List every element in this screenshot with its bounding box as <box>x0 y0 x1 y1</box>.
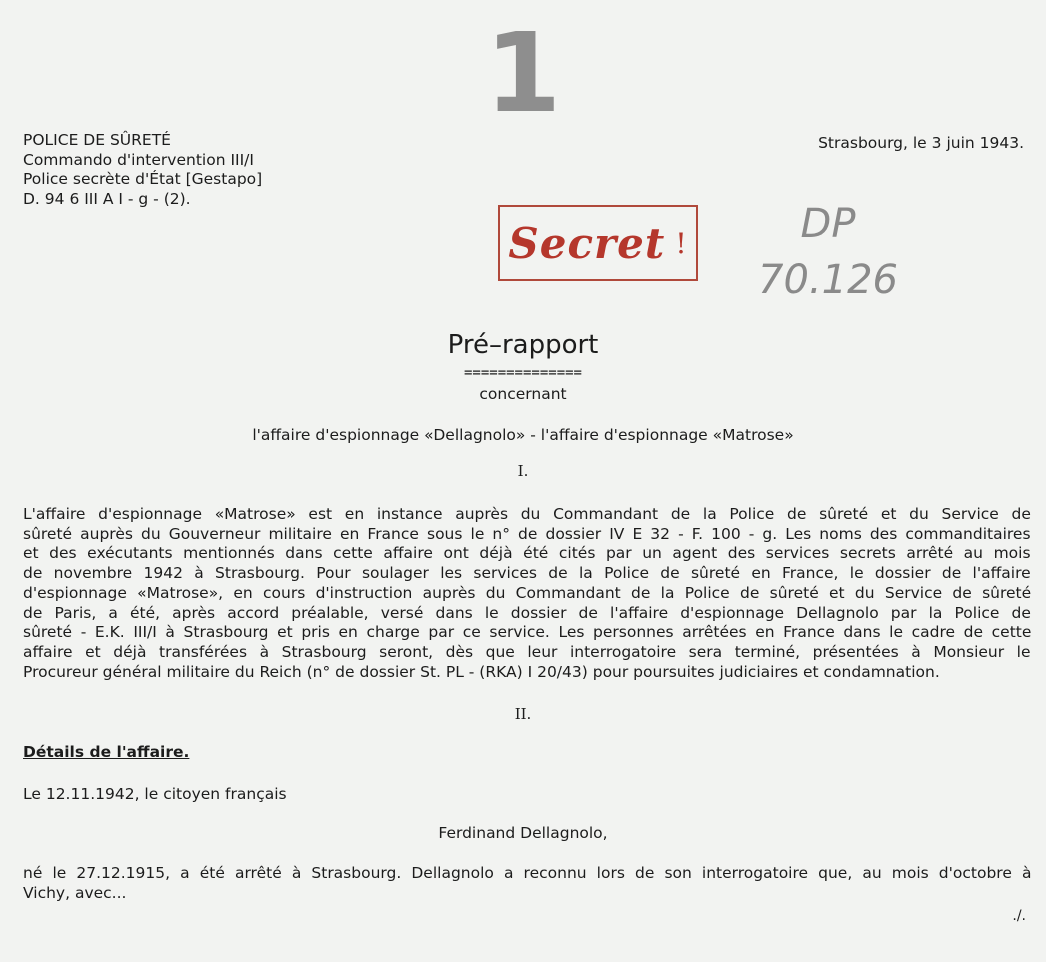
paragraph-line: et des exécutants mentionnés dans cette affaire ont déjà été cités par un agent des services secrets arrêté au mois <box>23 544 1031 563</box>
section-2-paragraph <box>23 864 1031 903</box>
paragraph-line: Procureur général militaire du Reich (n° de dossier St. PL - (RKA) I 20/43) pour poursuites judiciaires et condamnation. <box>23 662 940 681</box>
handwritten-reference <box>748 196 908 308</box>
letterhead-line: D. 94 6 III A I - g - (2). <box>23 189 191 208</box>
letterhead-line: Police secrète d'État [Gestapo] <box>23 170 263 188</box>
paragraph-line: né le 27.12.1915, a été arrêté à Strasbourg. Dellagnolo a reconnu lors de son interrogatoire que, au mois d'octobre à <box>23 864 1032 882</box>
letterhead-line: Commando d'intervention III/I <box>23 150 254 169</box>
continuation-mark: ./. <box>1012 908 1026 924</box>
paragraph-line: d'espionnage «Matrose», en cours d'instruction auprès du Commandant de la Police de sûreté et du Service de sûreté <box>23 583 1032 602</box>
paragraph-line: Vichy, avec... <box>23 883 127 902</box>
section-numeral: II. <box>514 705 532 723</box>
paragraph-line: affaire et déjà transférées à Strasbourg seront, dès que leur interrogatoire sera terminé, présentées à Monsieur le <box>23 642 1031 661</box>
handwritten-line: 70.126 <box>758 257 898 303</box>
document-title: Pré–rapport <box>447 330 599 360</box>
paragraph-line: sûreté auprès du Gouverneur militaire en France sous le n° de dossier IV E 32 - F. 100 - g. Les noms des commanditaires <box>23 524 1031 543</box>
paragraph-line: L'affaire d'espionnage «Matrose» est en instance auprès du Commandant de la Police de sûreté et du Service de <box>23 505 1031 523</box>
person-name: Ferdinand Dellagnolo, <box>438 824 608 842</box>
section-1-paragraph <box>23 505 1031 682</box>
place-date: Strasbourg, le 3 juin 1943. <box>818 134 1024 152</box>
secret-stamp <box>498 205 698 281</box>
letterhead <box>23 131 262 209</box>
handwritten-line: DP <box>800 201 856 247</box>
title-rule: ============== <box>463 365 582 381</box>
secret-stamp-text: Secret <box>508 218 666 268</box>
intro-line: Le 12.11.1942, le citoyen français <box>23 785 287 803</box>
paragraph-line: de novembre 1942 à Strasbourg. Pour soulager les services de la Police de sûreté en France, le dossier de l'affaire <box>23 564 1031 583</box>
section-heading: Détails de l'affaire. <box>23 743 190 761</box>
section-numeral: I. <box>517 462 529 480</box>
secret-stamp-mark: ! <box>675 226 688 260</box>
paragraph-line: sûreté - E.K. III/I à Strasbourg et pris en charge par ce service. Les personnes arrêtées en France dans le cadre de cette <box>23 623 1032 642</box>
document-subject: l'affaire d'espionnage «Dellagnolo» - l'affaire d'espionnage «Matrose» <box>252 426 794 444</box>
letterhead-line: POLICE DE SÛRETÉ <box>23 131 171 149</box>
document-subtitle: concernant <box>479 385 567 403</box>
page-number: 1 <box>484 9 562 137</box>
paragraph-line: de Paris, a été, après accord préalable, versé dans le dossier de l'affaire d'espionnage Dellagnolo par la Police de <box>23 603 1031 622</box>
